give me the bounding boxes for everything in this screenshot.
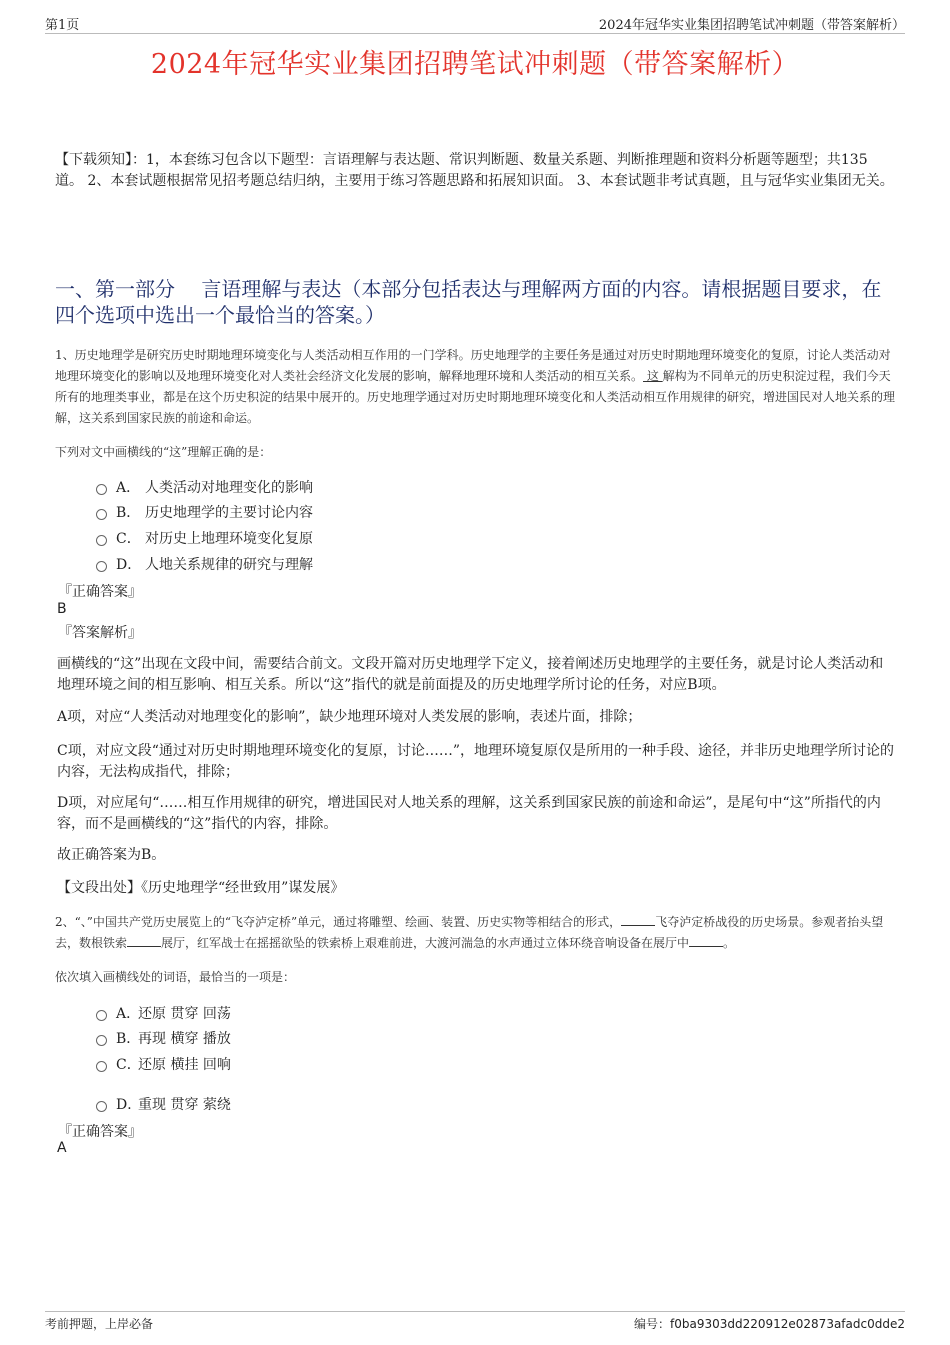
q2-option-a[interactable]: A． 还原 贯穿 回荡: [96, 1003, 231, 1023]
section-title: 一、第一部分 言语理解与表达（本部分包括表达与理解两方面的内容。请根据题目要求，在四个选项中选出一个最恰当的答案。）: [55, 277, 882, 327]
q2-option-b[interactable]: B． 再现 横穿 播放: [96, 1028, 231, 1048]
radio-icon[interactable]: [96, 561, 107, 572]
radio-icon[interactable]: [96, 535, 107, 546]
download-notice: 【下载须知】：1，本套练习包含以下题型：言语理解与表达题、常识判断题、数量关系题、判断推理题和资料分析题等题型；共135道。 2、本套试题根据常见招考题总结归纳，主要用于练习答题思路和拓展知识面。 3、本套试题非考试真题，且与冠华实业集团无关。: [55, 152, 894, 189]
fill-blank[interactable]: [127, 934, 161, 947]
q1-text-after: 解构为不同单元的历史积淀过程，我们今天所有的地理类事业，都是在这个历史积淀的结果中展开的。历史地理学通过对历史时期地理环境变化和人类活动相互作用规律的研究，增进国民对人地关系的理解，这关系到国家民族的前途和命运。: [55, 369, 896, 425]
q2-option-d[interactable]: D． 重现 贯穿 萦绕: [96, 1094, 231, 1114]
page-title: 2024年冠华实业集团招聘笔试冲刺题（带答案解析）: [150, 49, 800, 80]
q1-text-before: 1、历史地理学是研究历史时期地理环境变化与人类活动相互作用的一门学科。历史地理学的主要任务是通过对历史时期地理环境变化的复原，讨论人类活动对地理环境变化的影响以及地理环境变化对人类社会经济文化发展的影响，解释地理环境和人类活动的相互关系。: [55, 348, 891, 383]
q1-analysis-label: 『答案解析』: [58, 625, 142, 641]
radio-icon[interactable]: [96, 1061, 107, 1072]
q1-analysis-para: A项，对应“人类活动对地理变化的影响”，缺少地理环境对人类发展的影响，表述片面，排除；: [57, 709, 642, 725]
q2-option-c[interactable]: C． 还原 横挂 回响: [96, 1054, 231, 1074]
fill-blank[interactable]: [621, 913, 655, 926]
q1-option-b[interactable]: B． 历史地理学的主要讨论内容: [96, 502, 313, 522]
q1-answer: B: [57, 601, 67, 617]
header-divider: [45, 33, 905, 34]
q2-answer-label: 『正确答案』: [58, 1124, 142, 1140]
q1-option-a[interactable]: A． 人类活动对地理变化的影响: [96, 477, 313, 497]
radio-icon[interactable]: [96, 509, 107, 520]
q1-analysis-para: 画横线的“这”出现在文段中间，需要结合前文。文段开篇对历史地理学下定义，接着阐述历史地理学的主要任务，就是讨论人类活动和地理环境之间的相互影响、相互关系。所以“这”指代的就是前面提及的历史地理学所讨论的任务，对应B项。: [57, 656, 884, 693]
radio-icon[interactable]: [96, 1010, 107, 1021]
q1-answer-label: 『正确答案』: [58, 584, 142, 600]
q2-prompt: 依次填入画横线处的词语，最恰当的一项是：: [55, 970, 296, 984]
q1-passage: [55, 345, 895, 429]
q1-option-d[interactable]: D． 人地关系规律的研究与理解: [96, 554, 313, 574]
fill-blank[interactable]: [689, 934, 723, 947]
q1-analysis-para: D项，对应尾句“……相互作用规律的研究，增进国民对人地关系的理解，这关系到国家民族的前途和命运”，是尾句中“这”所指代的内容，而不是画横线的“这”指代的内容，排除。: [57, 795, 881, 832]
q1-source: 【文段出处】《历史地理学“经世致用”谋发展》: [57, 880, 345, 896]
header-page-label: 第1页: [45, 18, 80, 33]
q1-analysis-para: C项，对应文段“通过对历史时期地理环境变化的复原，讨论……”，地理环境复原仅是所用的一种手段、途径，并非历史地理学所讨论的内容，无法构成指代，排除；: [57, 743, 895, 780]
q1-option-c[interactable]: C． 对历史上地理环境变化复原: [96, 528, 313, 548]
radio-icon[interactable]: [96, 1101, 107, 1112]
radio-icon[interactable]: [96, 1035, 107, 1046]
q2-answer: A: [57, 1140, 67, 1156]
footer-divider: [45, 1311, 905, 1312]
header-doc-title: 2024年冠华实业集团招聘笔试冲刺题（带答案解析）: [598, 18, 905, 33]
q1-prompt: 下列对文中画横线的“这”理解正确的是：: [55, 445, 272, 459]
q1-analysis-para: 故正确答案为B。: [57, 847, 166, 863]
footer-code: 编号：f0ba9303dd220912e02873afadc0dde2: [633, 1317, 905, 1331]
radio-icon[interactable]: [96, 484, 107, 495]
q1-underlined-word: 这: [643, 369, 663, 383]
q2-passage: 2、“、”中国共产党历史展览上的“飞夺泸定桥”单元，通过将雕塑、绘画、装置、历史实物等相结合的形式， 飞夺泸定桥战役的历史场景。参观者抬头望去，数根铁索 展厅，红军战士在摇摇欲坠的铁索桥上艰难前进，大渡河湍急的水声通过立体环绕音响设备在展厅中 。: [55, 915, 884, 950]
footer-slogan: 考前押题，上岸必备: [45, 1317, 154, 1331]
